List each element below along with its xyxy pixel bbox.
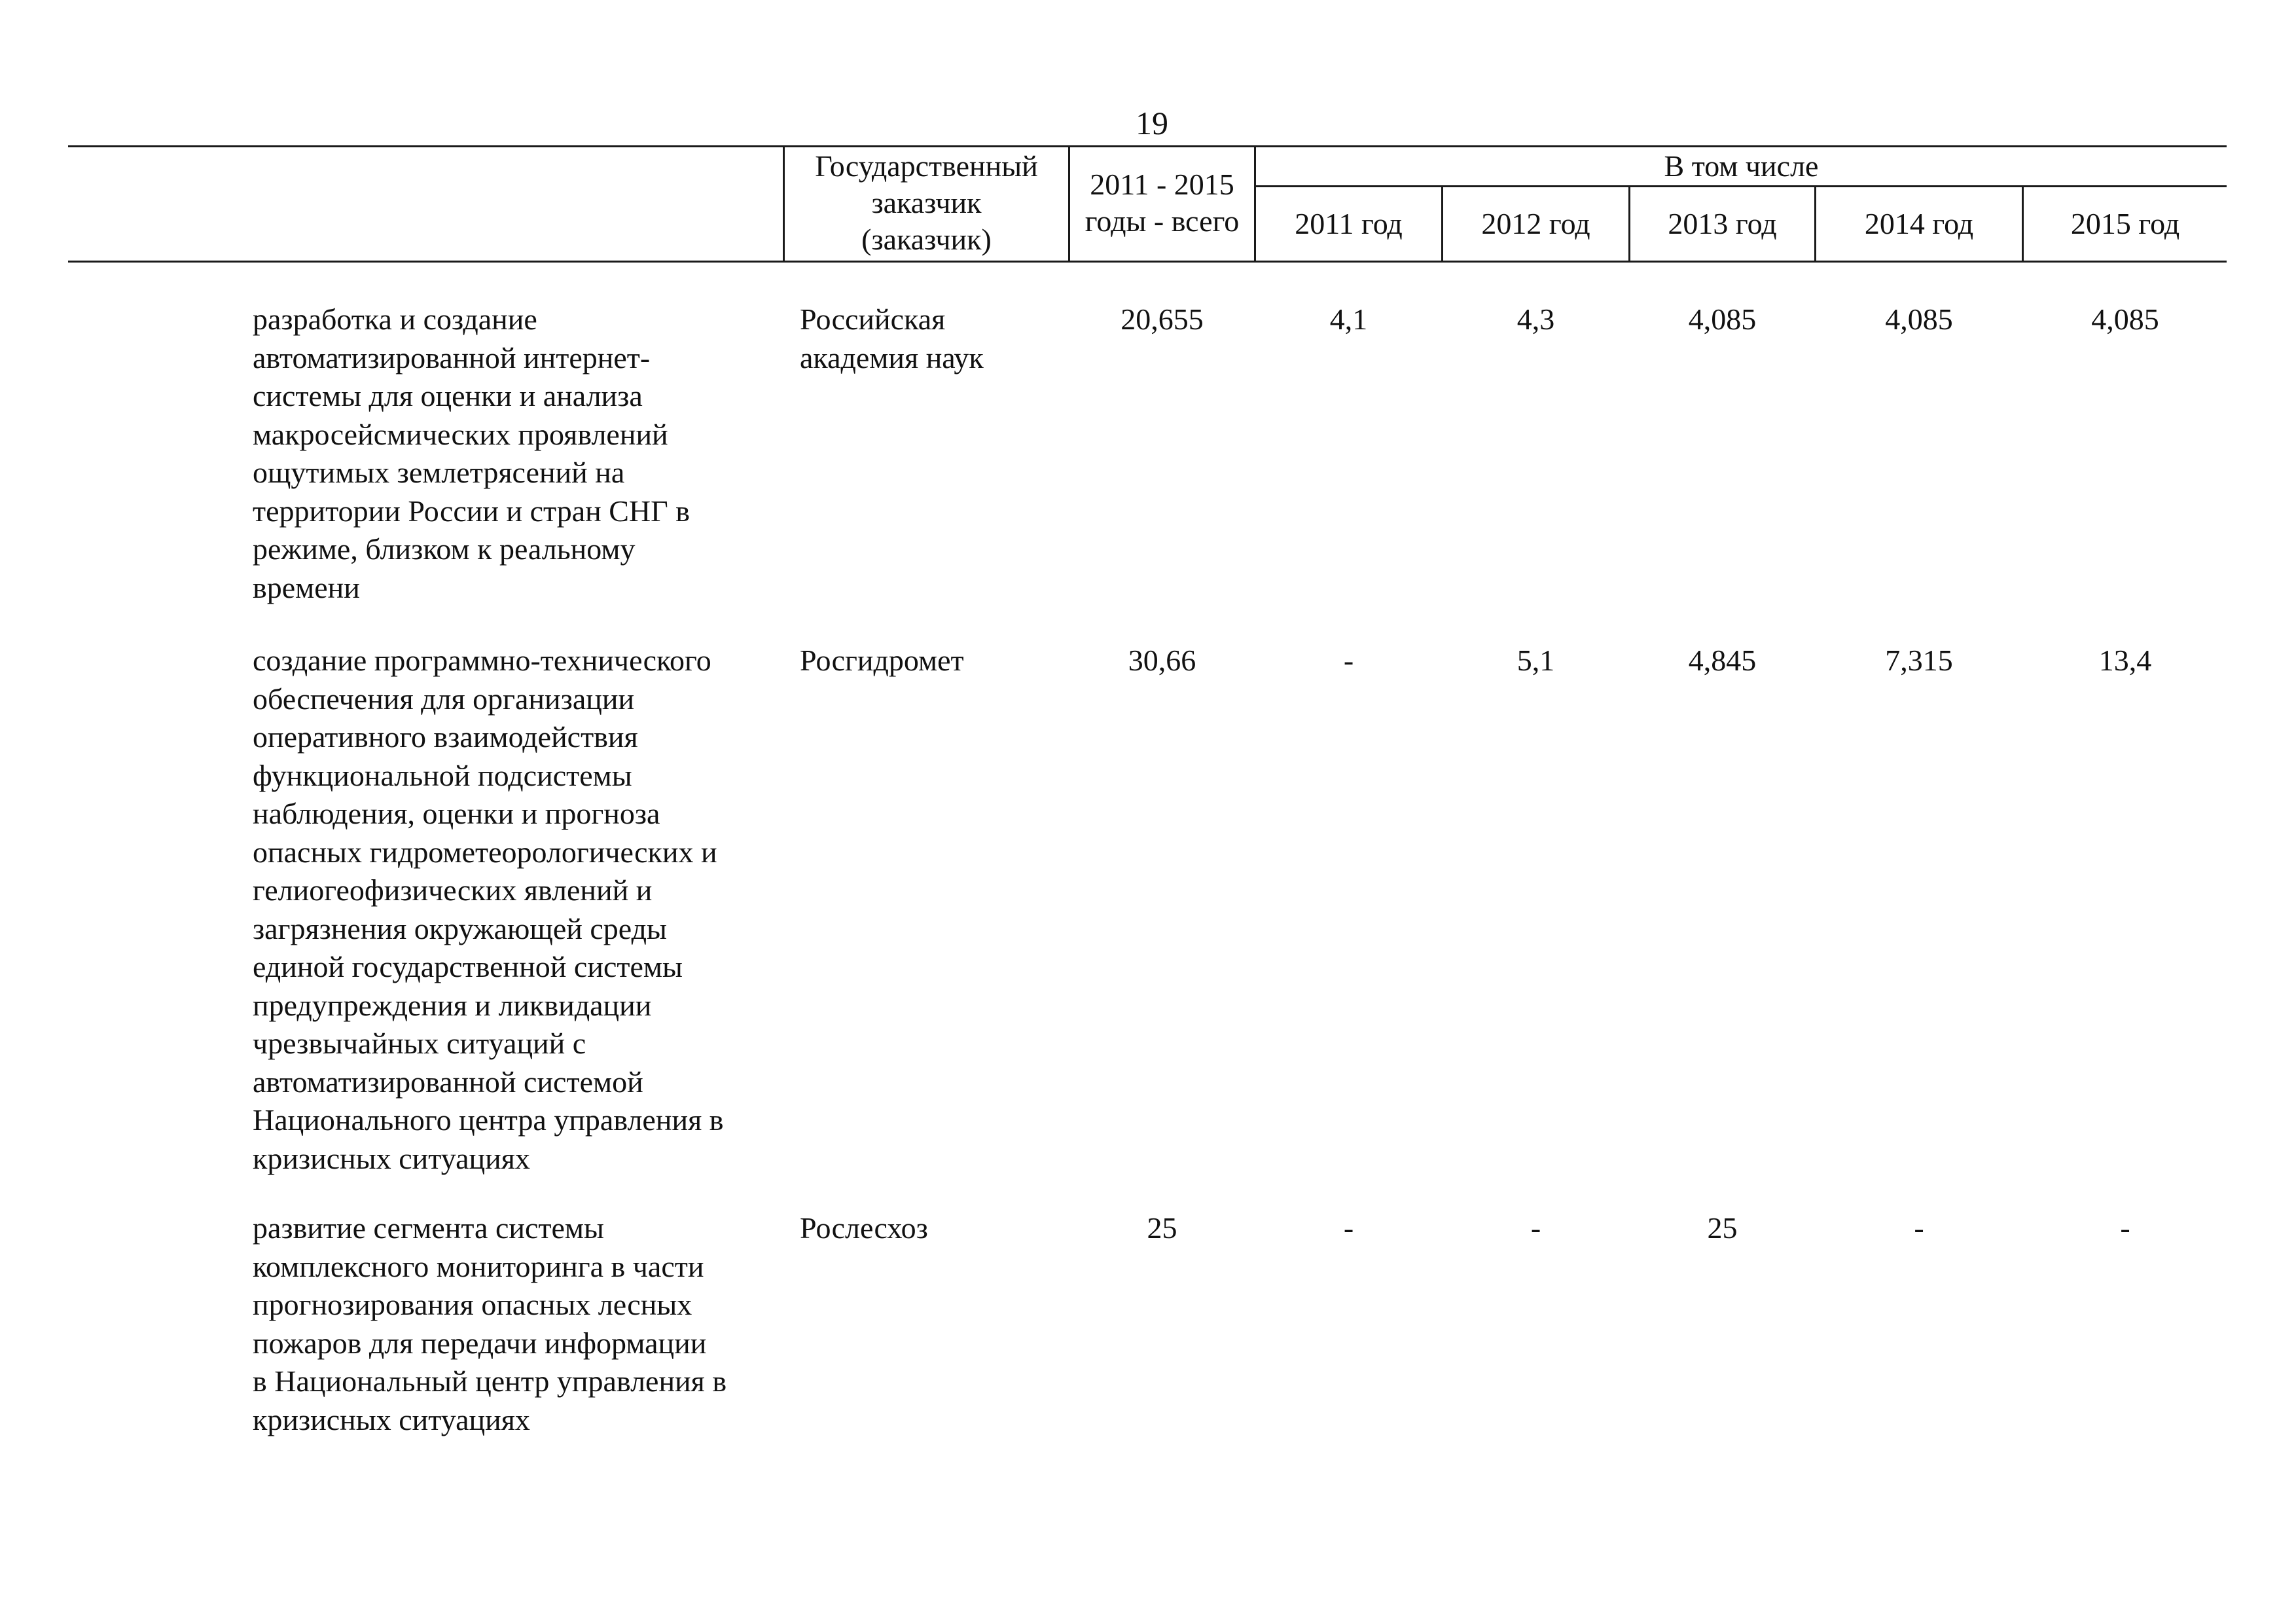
value-2012: - bbox=[1530, 1211, 1541, 1245]
value-2013: 4,085 bbox=[1688, 302, 1757, 336]
description-line: единой государственной системы bbox=[253, 950, 683, 983]
value-2011: - bbox=[1343, 644, 1354, 677]
description-line: автоматизированной системой bbox=[253, 1065, 643, 1099]
header-including: В том числе bbox=[1664, 149, 1819, 183]
value-2014: 7,315 bbox=[1885, 644, 1953, 677]
header-top-rule bbox=[68, 145, 2227, 147]
value-2015: 13,4 bbox=[2098, 644, 2152, 677]
value-2014: - bbox=[1914, 1211, 1924, 1245]
description-line: опасных гидрометеорологических и bbox=[253, 835, 717, 869]
customer-line: Росгидромет bbox=[800, 644, 964, 677]
description-line: макросейсмических проявлений bbox=[253, 417, 668, 451]
table-row-description bbox=[253, 301, 776, 607]
description-line: гелиогеофизических явлений и bbox=[253, 873, 653, 907]
table-row-description bbox=[253, 642, 776, 1178]
description-line: ощутимых землетрясений на bbox=[253, 456, 625, 489]
header-year-2015: 2015 год bbox=[2070, 207, 2180, 240]
customer-line: Российская bbox=[800, 302, 946, 336]
description-line: обеспечения для организации bbox=[253, 682, 635, 716]
value-2012: 4,3 bbox=[1516, 302, 1555, 336]
value-2013: 4,845 bbox=[1688, 644, 1757, 677]
value-2015: - bbox=[2120, 1211, 2130, 1245]
table-row-customer bbox=[800, 1209, 1062, 1248]
header-total-line: годы - всего bbox=[1085, 204, 1240, 238]
description-line: комплексного мониторинга в части bbox=[253, 1249, 704, 1283]
page-number: 19 bbox=[1136, 105, 1168, 141]
value-2014: 4,085 bbox=[1885, 302, 1953, 336]
value-2011: - bbox=[1343, 1211, 1354, 1245]
value-total: 30,66 bbox=[1128, 644, 1196, 677]
header-year-2013: 2013 год bbox=[1668, 207, 1777, 240]
description-line: времени bbox=[253, 570, 360, 604]
description-line: разработка и создание bbox=[253, 302, 537, 336]
description-line: пожаров для передачи информации bbox=[253, 1326, 707, 1360]
description-line: автоматизированной интернет- bbox=[253, 340, 651, 374]
header-bottom-rule bbox=[68, 261, 2227, 263]
header-total-line: 2011 - 2015 bbox=[1090, 168, 1234, 201]
description-line: функциональной подсистемы bbox=[253, 758, 632, 792]
header-customer bbox=[785, 148, 1068, 258]
header-year-2014: 2014 год bbox=[1864, 207, 1974, 240]
value-2015: 4,085 bbox=[2091, 302, 2159, 336]
header-customer-line: заказчик bbox=[871, 186, 982, 219]
description-line: системы для оценки и анализа bbox=[253, 379, 643, 412]
including-sub-rule bbox=[1254, 185, 2227, 187]
description-line: создание программно-технического bbox=[253, 644, 711, 677]
description-line: развитие сегмента системы bbox=[253, 1211, 604, 1245]
description-line: кризисных ситуациях bbox=[253, 1141, 530, 1175]
value-2011: 4,1 bbox=[1329, 302, 1368, 336]
table-row-description bbox=[253, 1209, 776, 1439]
description-line: в Национальный центр управления в bbox=[253, 1364, 727, 1398]
header-total bbox=[1070, 166, 1254, 240]
header-year-2012: 2012 год bbox=[1481, 207, 1590, 240]
description-line: чрезвычайных ситуаций с bbox=[253, 1027, 586, 1060]
description-line: территории России и стран СНГ в bbox=[253, 494, 690, 528]
description-line: загрязнения окружающей среды bbox=[253, 911, 667, 945]
table-row-customer bbox=[800, 642, 1062, 680]
description-line: прогнозирования опасных лесных bbox=[253, 1288, 692, 1321]
value-total: 25 bbox=[1147, 1211, 1177, 1245]
header-year-2011: 2011 год bbox=[1295, 207, 1403, 240]
description-line: наблюдения, оценки и прогноза bbox=[253, 797, 660, 830]
header-customer-line: Государственный bbox=[815, 149, 1038, 183]
table-row-customer bbox=[800, 301, 1062, 377]
customer-line: академия наук bbox=[800, 340, 984, 374]
description-line: Национального центра управления в bbox=[253, 1103, 724, 1137]
description-line: режиме, близком к реальному bbox=[253, 532, 636, 566]
description-line: кризисных ситуациях bbox=[253, 1402, 530, 1436]
value-2012: 5,1 bbox=[1516, 644, 1555, 677]
header-customer-line: (заказчик) bbox=[861, 223, 992, 256]
value-2013: 25 bbox=[1707, 1211, 1738, 1245]
description-line: предупреждения и ликвидации bbox=[253, 988, 652, 1022]
value-total: 20,655 bbox=[1121, 302, 1204, 336]
description-line: оперативного взаимодействия bbox=[253, 720, 638, 754]
customer-line: Рослесхоз bbox=[800, 1211, 928, 1245]
